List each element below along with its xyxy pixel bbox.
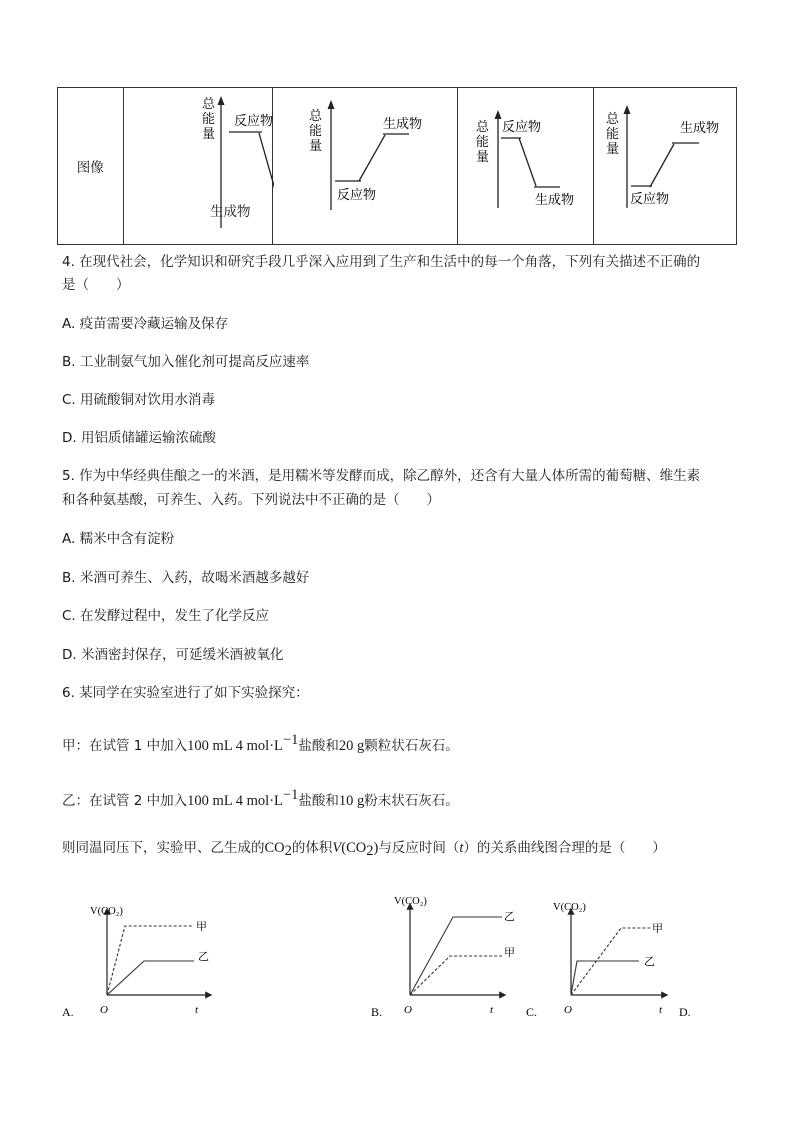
q5-option-d: D. 米酒密封保存，可延缓米酒被氧化 [62,647,284,663]
q6-condition-yi: 乙：在试管 2 中加入100 mL 4 mol·L−1盐酸和10 g粉末状石灰石。 [62,787,459,809]
svg-text:能: 能 [309,124,323,139]
svg-text:量: 量 [309,139,323,154]
series-yi-label: 乙 [198,950,209,963]
q4-option-c: C. 用硫酸铜对饮用水消毒 [62,392,216,408]
option-b-letter: B. [371,1005,383,1019]
graph-option-b [371,896,515,1019]
q4-option-a: A. 疫苗需要冷藏运输及保存 [62,316,229,332]
svg-text:总: 总 [309,109,323,124]
x-axis-label: t [490,1004,494,1016]
option-c-letter: C. [526,1005,538,1019]
q6-question: 则同温同压下，实验甲、乙生成的CO2的体积V(CO2)与反应时间（t）的关系曲线图合理的是（ ） [62,840,666,859]
y-axis-label: V(CO₂) [553,902,586,913]
q5-option-b: B. 米酒可养生、入药，故喝米酒越多越好 [62,570,310,586]
q6-option-graphs [60,890,710,1030]
q4-stem-line2: 是（ ） [62,277,130,293]
reactant-label: 反应物 [233,114,273,129]
q4-option-d: D. 用铝质储罐运输浓硫酸 [62,430,216,446]
q5-option-a: A. 糯米中含有淀粉 [62,531,175,547]
energy-diagram-4 [594,88,737,245]
q5-stem-line2: 和各种氨基酸，可养生、入药。下列说法中不正确的是（ ） [62,492,440,508]
energy-diagram-2 [273,88,458,245]
option-a-letter: A. [62,1005,74,1019]
axis-label [606,112,620,157]
origin-label: O [404,1004,412,1016]
q5-stem-line1: 5. 作为中华经典佳酿之一的米酒，是用糯米等发酵而成，除乙醇外，还含有大量人体所需的葡萄糖、维生素 [62,468,701,484]
svg-text:量: 量 [606,142,620,157]
y-axis-label: V(CO₂) [394,896,427,907]
x-axis-label: t [195,1004,199,1016]
series-yi-label: 乙 [504,910,515,923]
row-label: 图像 [58,88,124,245]
graph-option-a [62,906,210,1019]
svg-text:总: 总 [476,120,490,135]
product-label: 生成物 [210,204,251,220]
series-yi-label: 乙 [644,955,655,968]
q6-condition-jia: 甲：在试管 1 中加入100 mL 4 mol·L−1盐酸和20 g颗粒状石灰石。 [62,732,459,754]
axis-label [202,97,216,142]
svg-text:能: 能 [201,112,215,127]
product-label: 生成物 [680,121,720,136]
svg-text:能: 能 [606,127,620,142]
q5-option-c: C. 在发酵过程中，发生了化学反应 [62,608,270,624]
origin-label: O [100,1004,108,1016]
svg-text:能: 能 [476,135,490,150]
reactant-label: 反应物 [502,120,542,135]
q4-option-b: B. 工业制氨气加入催化剂可提高反应速率 [62,354,310,370]
series-jia-label: 甲 [504,946,515,959]
svg-text:量: 量 [201,127,215,142]
svg-text:总: 总 [201,97,215,112]
svg-text:总: 总 [606,112,620,127]
product-label: 生成物 [535,193,575,208]
q6-stem-line1: 6. 某同学在实验室进行了如下实验探究： [62,685,309,701]
q4-stem-line1: 4. 在现代社会，化学知识和研究手段几乎深入应用到了生产和生活中的每一个角落，下列有关描述不正确的 [62,254,701,270]
option-d-letter: D. [679,1005,691,1019]
axis-label [476,120,490,165]
product-label: 生成物 [383,117,423,132]
series-jia-label: 甲 [652,922,663,935]
origin-label: O [564,1004,572,1016]
reactant-label: 反应物 [337,188,377,203]
graph-option-c [526,902,691,1019]
series-jia-label: 甲 [196,920,207,933]
svg-text:量: 量 [476,150,490,165]
energy-diagram-table [57,87,737,245]
energy-diagram-3 [458,88,594,245]
axis-label [309,109,323,154]
reactant-label: 反应物 [630,192,670,207]
x-axis-label: t [659,1004,663,1016]
y-axis-label: V(CO₂) [90,906,123,917]
